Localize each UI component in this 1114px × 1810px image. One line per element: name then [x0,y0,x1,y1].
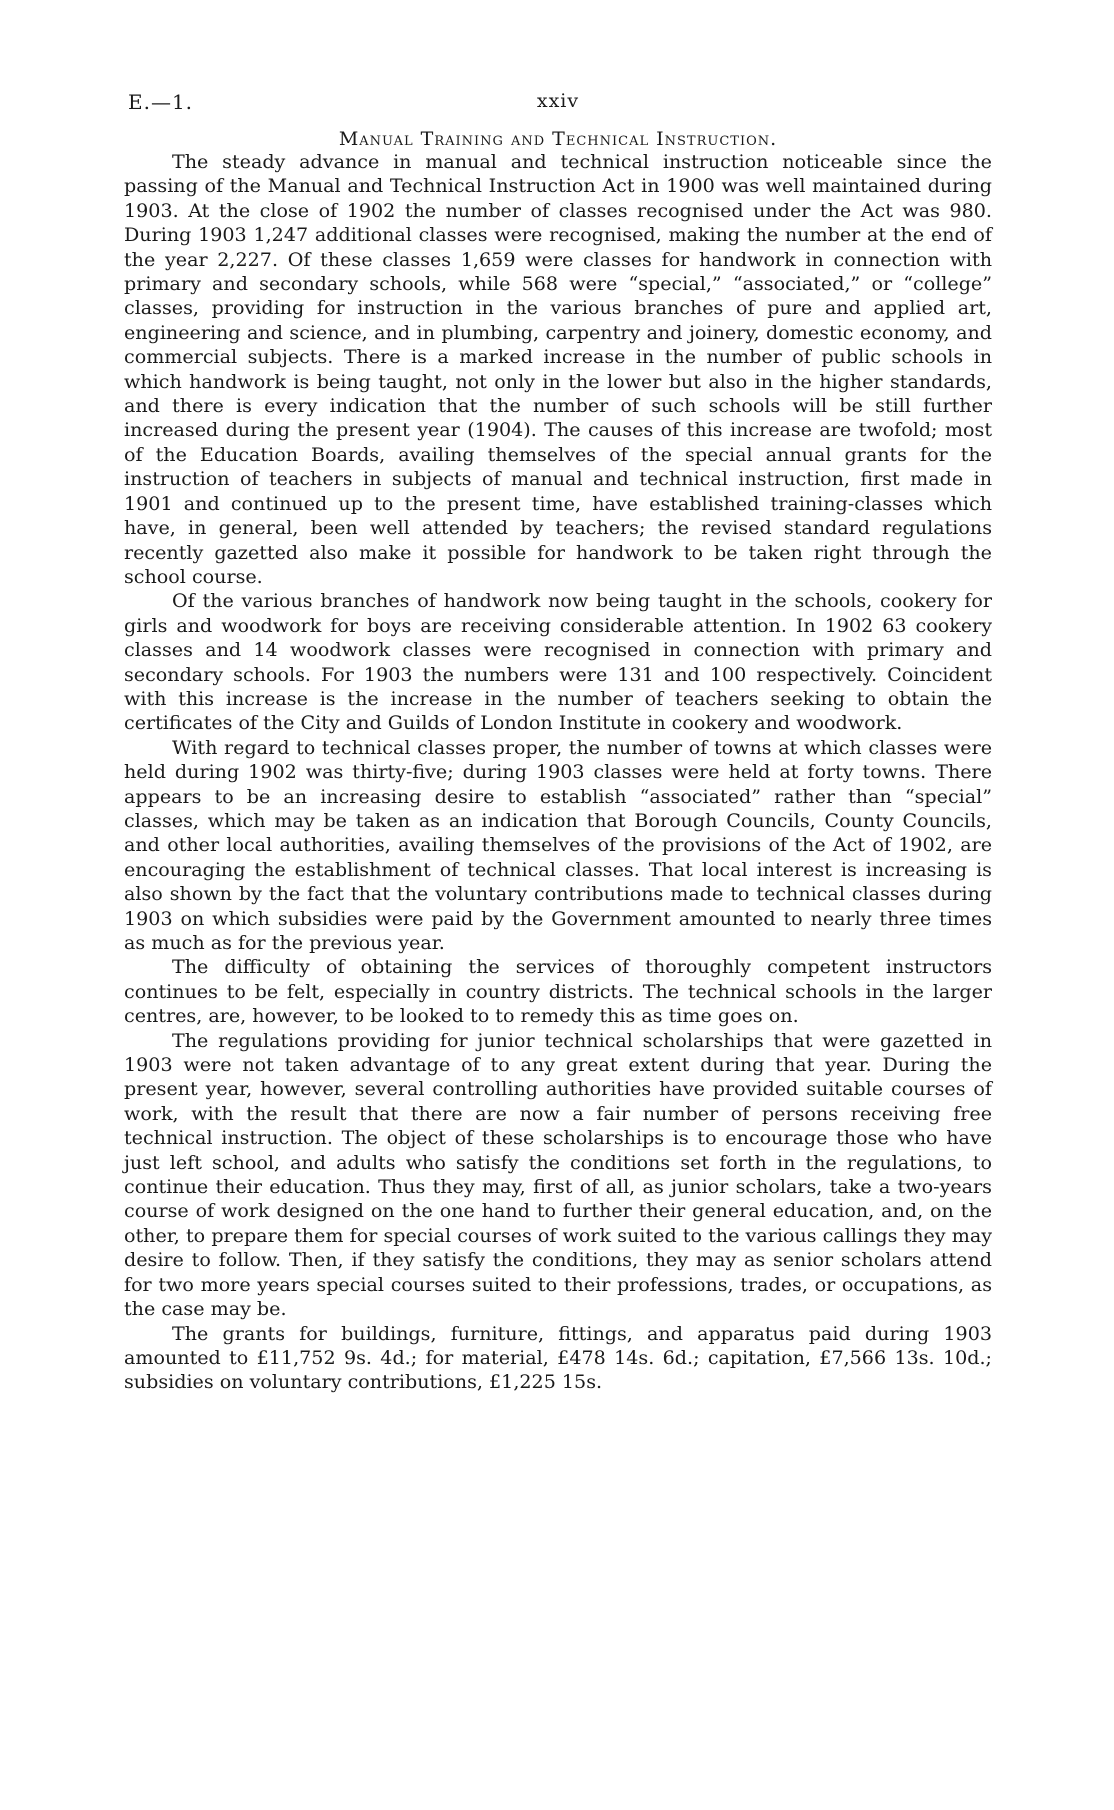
paragraph: With regard to technical classes proper, the number of towns at which classes were held during 1902 was thirty-five; during 1903 classes were held at forty towns. There appears to be an increasing desire to establish “associated” rather than “special” classes, which may be taken as an indication that Borough Councils, County Councils, and other local authorities, availing themselves of the provisions of the Act of 1902, are encouraging the establishment of technical classes. That local interest is increasing is also shown by the fact that the voluntary contributions made to technical classes during 1903 on which subsidies were paid by the Government amounted to nearly three times as much as for the previous year. [124,735,992,954]
page-number: xxiv [536,90,580,112]
paragraph: The grants for buildings, furniture, fittings, and apparatus paid during 1903 amounted to £11,752 9s. 4d.; for material, £478 14s. 6d.; capitation, £7,566 13s. 10d.; subsidies on voluntary contributions, £1,225 15s. [124,1321,992,1394]
document-page [124,90,992,1395]
section-title: Manual Training and Technical Instruction. [338,128,778,150]
paragraph: The steady advance in manual and technical instruction noticeable since the passing of the Manual and Technical Instruction Act in 1900 was well maintained during 1903. At the close of 1902 the number of classes recognised under the Act was 980. During 1903 1,247 additional classes were recognised, making the number at the end of the year 2,227. Of these classes 1,659 were classes for handwork in connection with primary and secondary schools, while 568 were “special,” “associated,” or “college” classes, providing for instruction in the various branches of pure and applied art, engineering and science, and in plumbing, carpentry and joinery, domestic economy, and commercial subjects. There is a marked increase in the number of public schools in which handwork is being taught, not only in the lower but also in the higher standards, and there is every indication that the number of such schools will be still further increased during the present year (1904). The causes of this increase are twofold; most of the Education Boards, availing themselves of the special annual grants for the instruction of teachers in subjects of manual and technical instruction, first made in 1901 and continued up to the present time, have established training-classes which have, in general, been well attended by teachers; the revised standard regulations recently gazetted also make it possible for handwork to be taken right through the school course. [124,150,992,588]
page-header [124,90,992,124]
paragraph: The difficulty of obtaining the services of thoroughly competent instructors continues to be felt, especially in country districts. The technical schools in the larger centres, are, however, to be looked to to remedy this as time goes on. [124,955,992,1028]
paragraph: Of the various branches of handwork now being taught in the schools, cookery for girls and woodwork for boys are receiving considerable attention. In 1902 63 cookery classes and 14 woodwork classes were recognised in connection with primary and secondary schools. For 1903 the numbers were 131 and 100 respectively. Coincident with this increase is the increase in the number of teachers seeking to obtain the certificates of the City and Guilds of London Institute in cookery and woodwork. [124,589,992,735]
paragraph: The regulations providing for junior technical scholarships that were gazetted in 1903 were not taken advantage of to any great extent during that year. During the present year, however, several controlling authorities have provided suitable courses of work, with the result that there are now a fair number of persons receiving free technical instruction. The object of these scholarships is to encourage those who have just left school, and adults who satisfy the conditions set forth in the regulations, to continue their education. Thus they may, first of all, as junior scholars, take a two-years course of work designed on the one hand to further their general education, and, on the other, to prepare them for special courses of work suited to the various callings they may desire to follow. Then, if they satisfy the conditions, they may as senior scholars attend for two more years special courses suited to their professions, trades, or occupations, as the case may be. [124,1028,992,1321]
document-code: E.—1. [128,90,194,114]
